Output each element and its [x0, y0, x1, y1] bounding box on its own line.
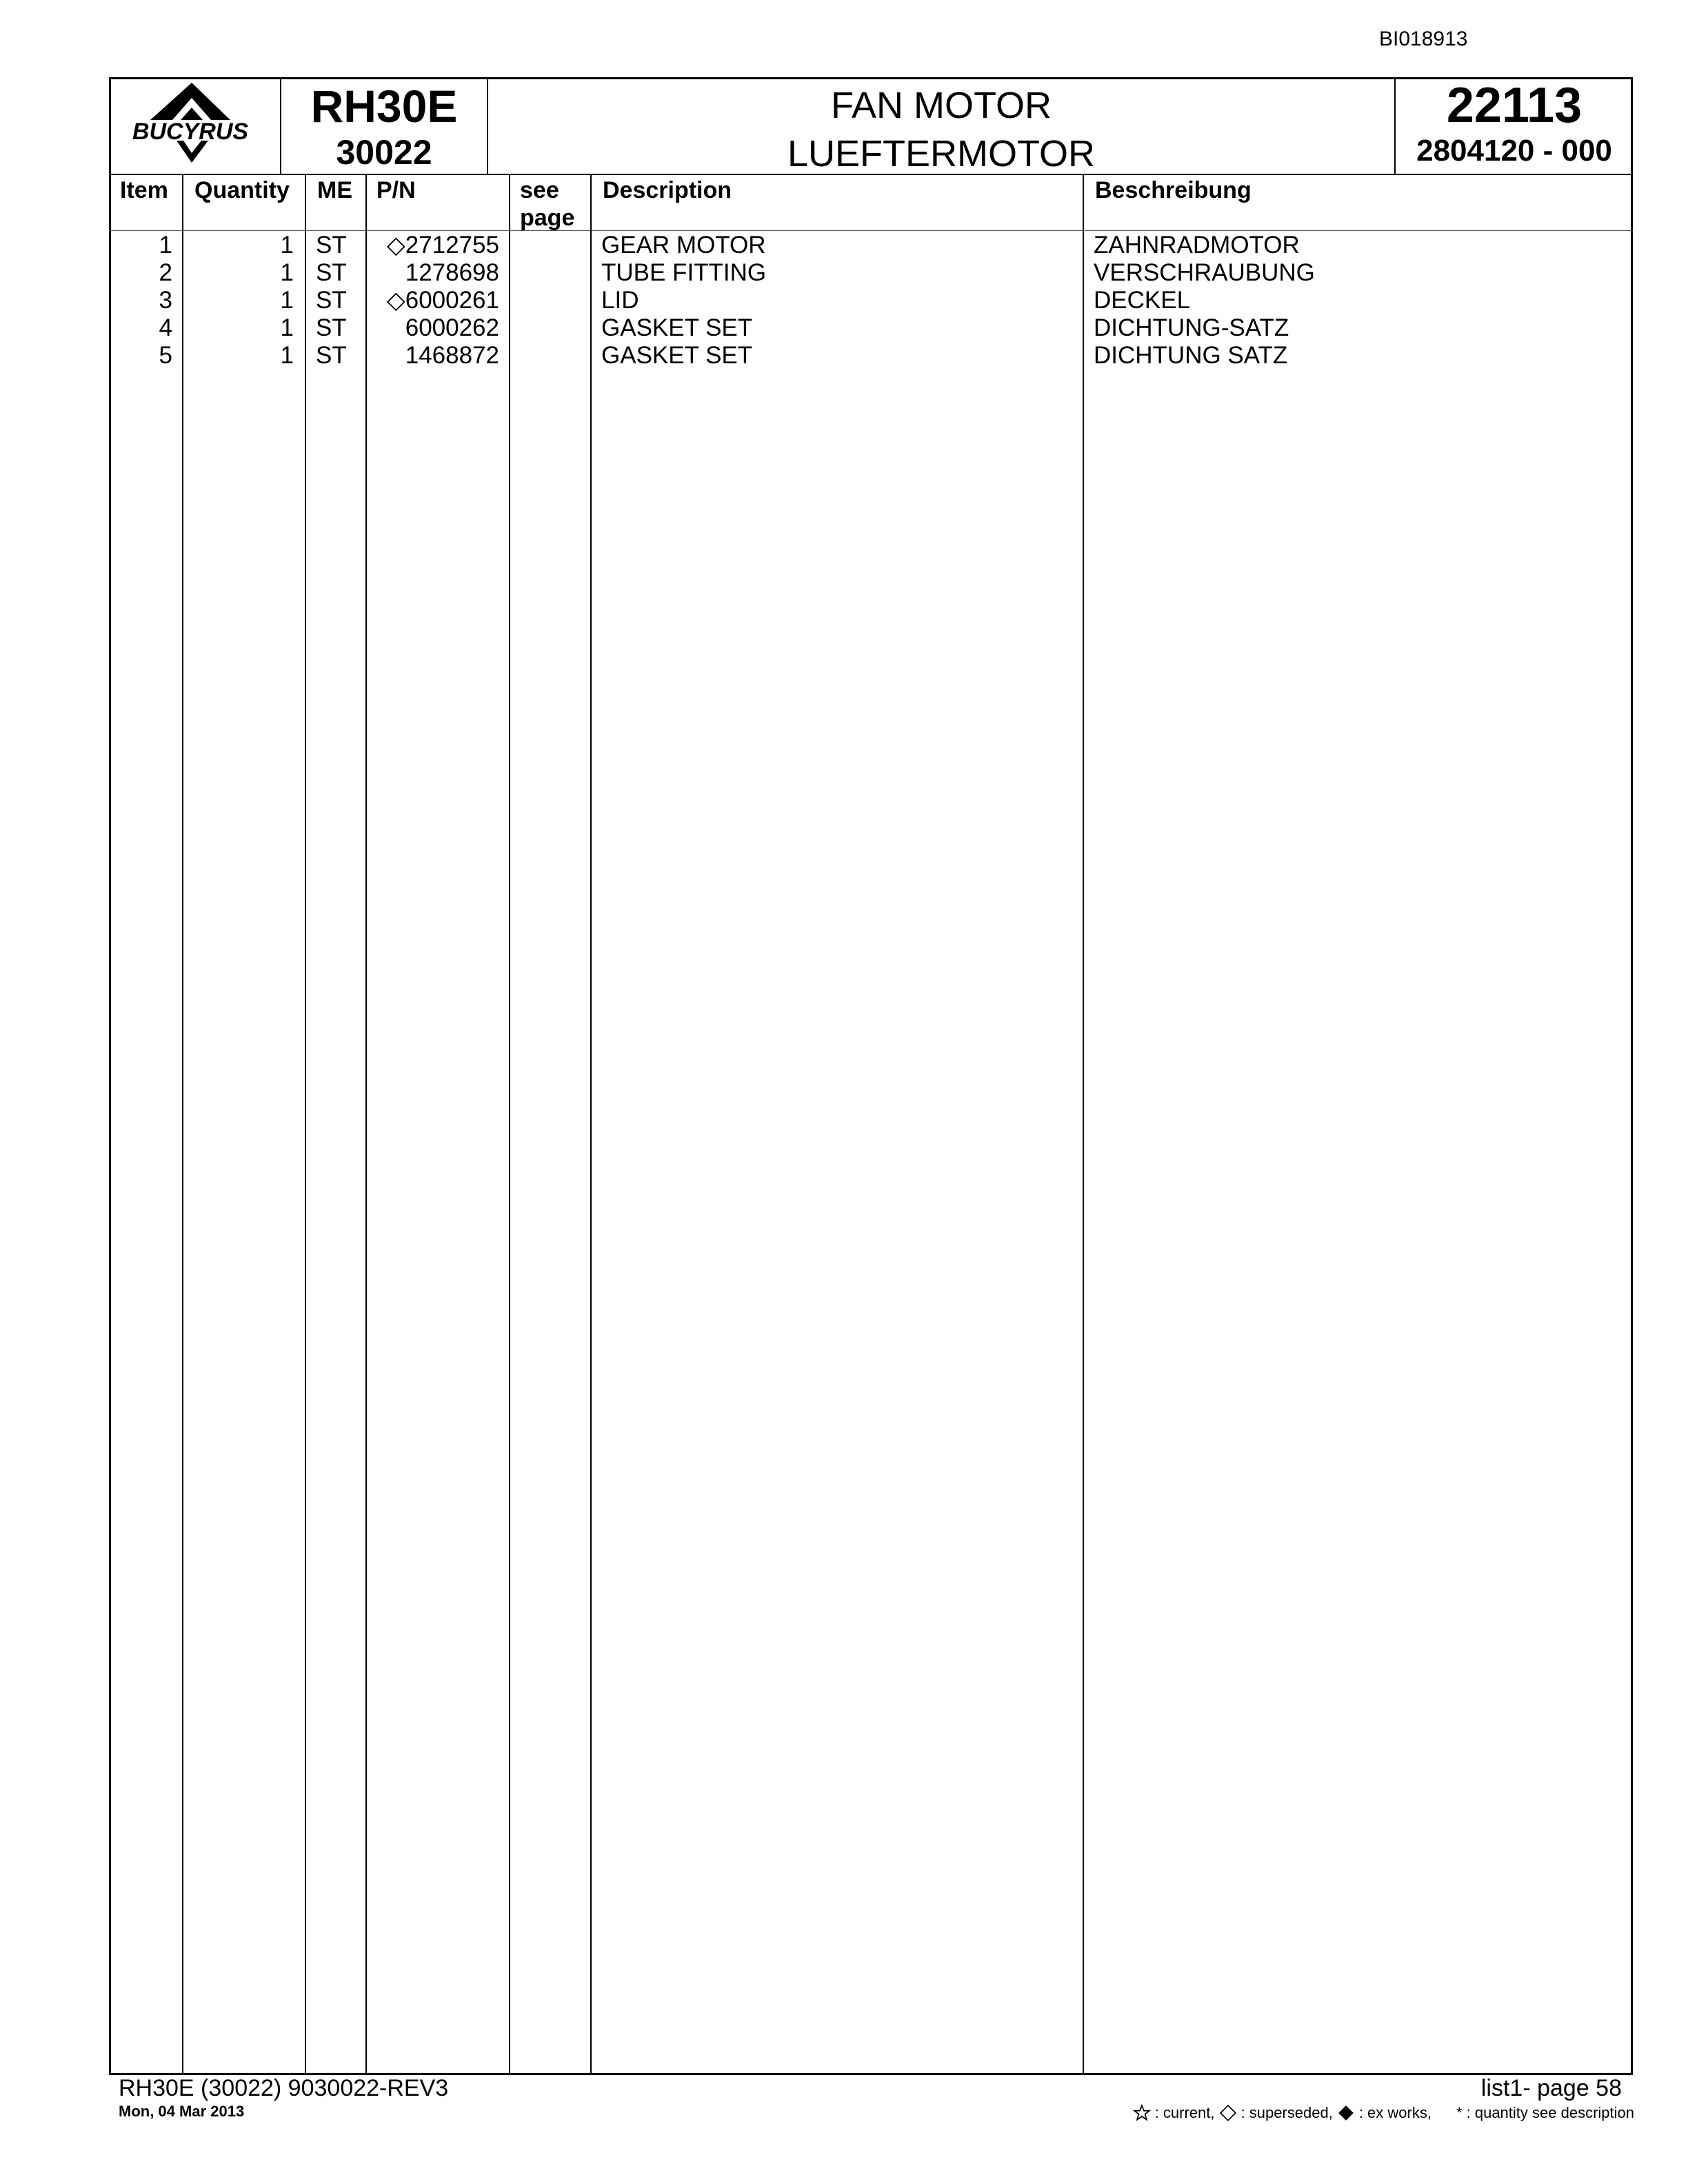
footer-page-number: list1- page 58 [1480, 2075, 1622, 2101]
row-quantity: 1 [280, 314, 294, 341]
row-unit: ST [316, 259, 347, 286]
header [109, 77, 1633, 175]
row-description: GASKET SET [601, 314, 753, 341]
title-german: LUEFTERMOTOR [787, 133, 1096, 174]
col-header-pn: P/N [376, 177, 416, 203]
row-beschreibung: DECKEL [1094, 287, 1191, 314]
row-part-number [387, 232, 499, 259]
col-header-see-page [520, 176, 574, 232]
footer-document-ref: RH30E (30022) 9030022-REV3 [119, 2075, 449, 2101]
part-number-value: 1278698 [405, 259, 499, 286]
star-icon [1133, 2104, 1151, 2122]
col-header-page: page [520, 205, 575, 231]
row-beschreibung: ZAHNRADMOTOR [1094, 232, 1300, 259]
row-quantity: 1 [280, 259, 294, 286]
table-row [109, 287, 1633, 314]
row-description: LID [601, 287, 639, 314]
table-row [109, 342, 1633, 370]
row-beschreibung: VERSCHRAUBUNG [1094, 259, 1315, 286]
bucyrus-logo [109, 77, 272, 167]
title-cell [488, 77, 1396, 174]
number-cell [1396, 77, 1633, 174]
row-beschreibung: DICHTUNG-SATZ [1094, 314, 1289, 341]
row-quantity: 1 [280, 342, 294, 369]
model-number: RH30E [310, 81, 458, 132]
legend-ex-works: : ex works, [1358, 2104, 1431, 2121]
col-header-see: see [520, 177, 559, 203]
column-divider [182, 175, 183, 2074]
logo-cell [109, 77, 281, 174]
legend-quantity: * : quantity see description [1456, 2104, 1634, 2121]
footer-date: Mon, 04 Mar 2013 [119, 2103, 245, 2120]
row-part-number [405, 342, 499, 370]
part-number-value: 1468872 [405, 342, 499, 369]
legend-current: : current, [1154, 2104, 1215, 2121]
filled-diamond-icon [1337, 2104, 1355, 2122]
row-unit: ST [316, 232, 347, 259]
row-item: 5 [159, 342, 172, 369]
serial-number: 30022 [336, 133, 432, 172]
row-description: GEAR MOTOR [601, 232, 766, 259]
parts-list-frame [109, 77, 1633, 2075]
column-divider [305, 175, 306, 2074]
header-divider [109, 230, 1633, 231]
title-english: FAN MOTOR [830, 85, 1052, 126]
table-row [109, 232, 1633, 259]
row-quantity: 1 [280, 287, 294, 314]
part-number-value: 2712755 [405, 232, 499, 259]
row-item: 1 [159, 232, 172, 259]
footer-legend [1133, 2104, 1634, 2122]
row-unit: ST [316, 314, 347, 341]
column-divider [590, 175, 592, 2074]
row-unit: ST [316, 287, 347, 314]
row-item: 2 [159, 259, 172, 286]
row-part-number [405, 314, 499, 342]
col-header-beschreibung: Beschreibung [1095, 177, 1252, 203]
row-quantity: 1 [280, 232, 294, 259]
column-divider [1083, 175, 1084, 2074]
row-unit: ST [316, 342, 347, 369]
model-cell [281, 77, 488, 174]
table-row [109, 314, 1633, 342]
legend-superseded: : superseded, [1240, 2104, 1333, 2121]
row-item: 3 [159, 287, 172, 314]
superseded-icon: ◇ [386, 232, 405, 259]
col-header-me: ME [317, 177, 352, 203]
assembly-part-number: 2804120 - 000 [1416, 134, 1612, 168]
row-part-number [405, 259, 499, 287]
part-number-value: 6000261 [405, 287, 499, 314]
row-item: 4 [159, 314, 172, 341]
row-part-number [387, 287, 499, 314]
part-number-value: 6000262 [405, 314, 499, 341]
col-header-description: Description [603, 177, 732, 203]
col-header-quantity: Quantity [194, 177, 290, 203]
document-id: BI018913 [1379, 28, 1468, 50]
table-row [109, 259, 1633, 287]
row-description: GASKET SET [601, 342, 753, 369]
superseded-icon: ◇ [386, 287, 405, 314]
column-divider [365, 175, 367, 2074]
row-description: TUBE FITTING [601, 259, 767, 286]
column-divider [509, 175, 510, 2074]
row-beschreibung: DICHTUNG SATZ [1094, 342, 1288, 369]
col-header-item: Item [120, 177, 168, 203]
group-number: 22113 [1446, 78, 1582, 133]
hollow-diamond-icon [1219, 2104, 1237, 2122]
svg-text:BUCYRUS: BUCYRUS [132, 119, 249, 145]
